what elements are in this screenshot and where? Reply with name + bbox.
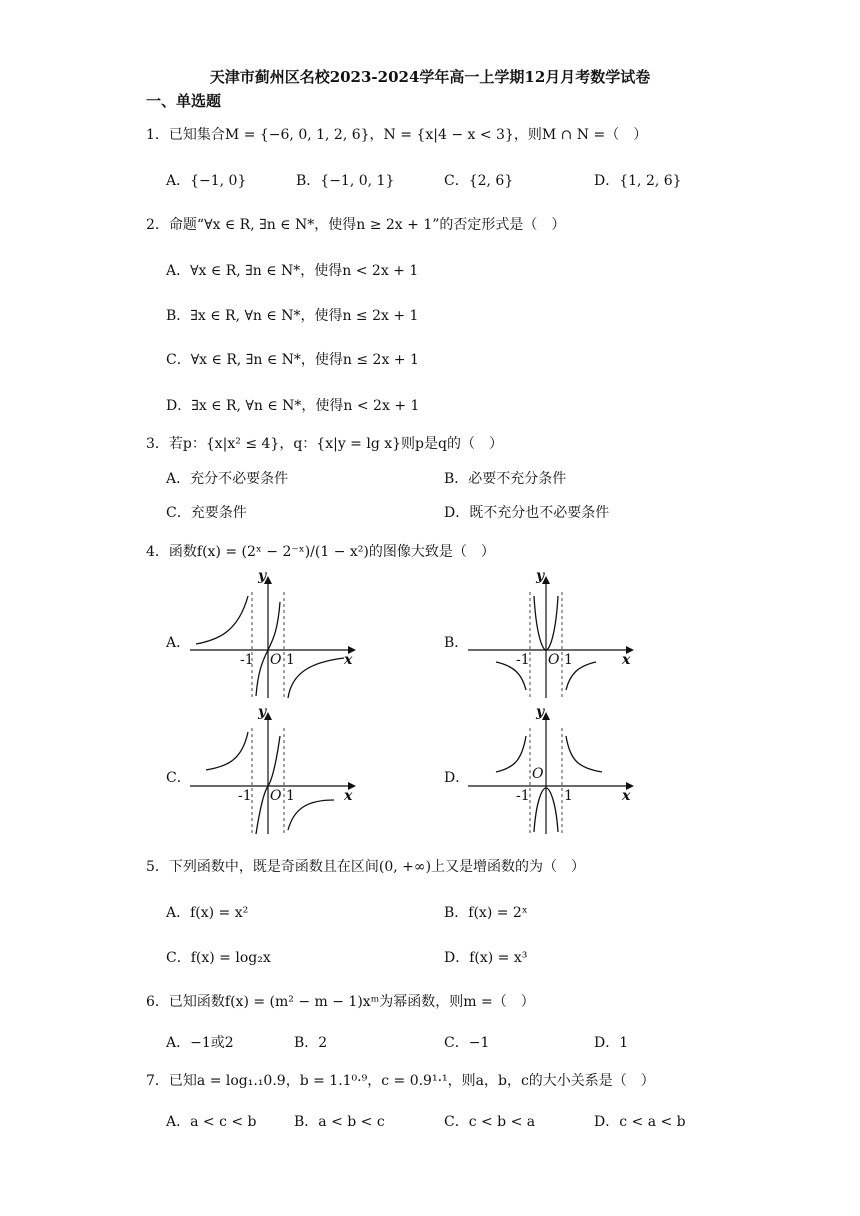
question-5-option-b[interactable]: B．f(x) = 2ˣ	[444, 905, 528, 921]
neg-one-label: -1	[516, 788, 530, 804]
neg-one-label: -1	[516, 652, 530, 668]
x-axis-label: x	[622, 652, 631, 668]
neg-one-label: -1	[240, 652, 254, 668]
question-4-option-a[interactable]: A．	[166, 635, 191, 651]
pos-one-label: 1	[286, 788, 295, 804]
pos-one-label: 1	[564, 788, 573, 804]
origin-label: O	[548, 652, 560, 668]
origin-label: O	[532, 766, 544, 782]
question-4-option-c[interactable]: C．	[166, 770, 191, 786]
question-4-option-b[interactable]: B．	[444, 635, 469, 651]
question-7-option-b[interactable]: B．a < b < c	[294, 1114, 385, 1130]
question-1-option-b[interactable]: B．{−1, 0, 1}	[296, 173, 395, 189]
y-axis-label: y	[536, 568, 545, 584]
question-3-option-a[interactable]: A．充分不必要条件	[166, 471, 289, 487]
question-2-option-d[interactable]: D．∃x ∈ R, ∀n ∈ N*，使得n < 2x + 1	[166, 398, 420, 414]
question-7-option-d[interactable]: D．c < a < b	[594, 1114, 686, 1130]
neg-one-label: -1	[238, 788, 252, 804]
origin-label: O	[270, 788, 282, 804]
question-4-option-d[interactable]: D．	[444, 770, 470, 786]
question-6-option-d[interactable]: D．1	[594, 1035, 629, 1051]
x-axis-label: x	[344, 788, 353, 804]
question-2-stem: 2．命题“∀x ∈ R, ∃n ∈ N*，使得n ≥ 2x + 1”的否定形式是（ ）	[146, 217, 566, 233]
question-2-option-b[interactable]: B．∃x ∈ R, ∀n ∈ N*，使得n ≤ 2x + 1	[166, 308, 419, 324]
question-5-option-c[interactable]: C．f(x) = log₂x	[166, 950, 271, 966]
question-3-option-d[interactable]: D．既不充分也不必要条件	[444, 505, 610, 521]
question-5-option-a[interactable]: A．f(x) = x²	[166, 905, 249, 921]
question-1-option-c[interactable]: C．{2, 6}	[444, 173, 514, 189]
x-axis-label: x	[344, 652, 353, 668]
question-6-option-c[interactable]: C．−1	[444, 1035, 490, 1051]
y-axis-label: y	[258, 704, 267, 720]
question-7-option-c[interactable]: C．c < b < a	[444, 1114, 536, 1130]
question-7-option-a[interactable]: A．a < c < b	[166, 1114, 257, 1130]
question-2-option-c[interactable]: C．∀x ∈ R, ∃n ∈ N*，使得n ≤ 2x + 1	[166, 352, 419, 368]
graph-a[interactable]	[188, 568, 363, 700]
question-6-option-a[interactable]: A．−1或2	[166, 1035, 234, 1051]
section-heading: 一、单选题	[146, 92, 222, 110]
graph-d[interactable]	[466, 704, 641, 836]
graph-b[interactable]	[466, 568, 641, 700]
x-axis-label: x	[622, 788, 631, 804]
question-1-stem: 1．已知集合M = {−6, 0, 1, 2, 6}，N = {x|4 − x < 3}，则M ∩ N =（ ）	[146, 127, 648, 143]
question-3-option-b[interactable]: B．必要不充分条件	[444, 471, 567, 487]
question-2-option-a[interactable]: A．∀x ∈ R, ∃n ∈ N*，使得n < 2x + 1	[166, 263, 419, 279]
y-axis-label: y	[536, 704, 545, 720]
question-6-stem: 6．已知函数f(x) = (m² − m − 1)xᵐ为幂函数，则m =（ ）	[146, 994, 535, 1010]
question-3-stem: 3．若p：{x|x² ≤ 4}，q：{x|y = lg x}则p是q的（ ）	[146, 436, 503, 452]
origin-label: O	[270, 652, 282, 668]
y-axis-label: y	[258, 568, 267, 584]
question-7-stem: 7．已知a = log₁.₁0.9，b = 1.1⁰·⁹，c = 0.9¹·¹，则a，b，c的大小关系是（ ）	[146, 1073, 655, 1089]
question-1-option-a[interactable]: A．{−1, 0}	[166, 173, 247, 189]
pos-one-label: 1	[286, 652, 295, 668]
question-6-option-b[interactable]: B．2	[294, 1035, 328, 1051]
question-4-stem: 4．函数f(x) = (2ˣ − 2⁻ˣ)/(1 − x²)的图像大致是（ ）	[146, 544, 495, 560]
question-5-option-d[interactable]: D．f(x) = x³	[444, 950, 528, 966]
page-title: 天津市蓟州区名校2023-2024学年高一上学期12月月考数学试卷	[209, 68, 651, 86]
question-3-option-c[interactable]: C．充要条件	[166, 505, 247, 521]
pos-one-label: 1	[564, 652, 573, 668]
question-1-option-d[interactable]: D．{1, 2, 6}	[594, 173, 682, 189]
graph-c[interactable]	[188, 704, 363, 836]
question-5-stem: 5．下列函数中，既是奇函数且在区间(0, +∞)上又是增函数的为（ ）	[146, 859, 586, 875]
